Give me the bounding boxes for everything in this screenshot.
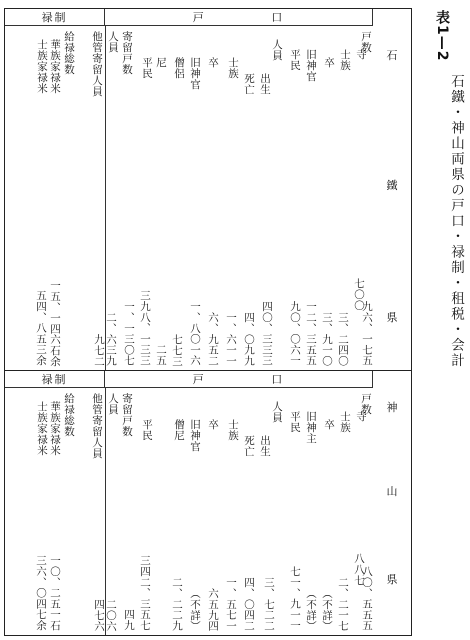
- row-label: 人員: [271, 39, 283, 61]
- value-cell: 三四二、三五七: [139, 555, 151, 631]
- row-label: 卒: [323, 57, 335, 68]
- row-label: 士族: [227, 419, 239, 441]
- value-cell: 二、六三九: [105, 312, 117, 366]
- row-label: 寄留戸数: [121, 31, 133, 75]
- value-cell: 七七三: [171, 333, 183, 366]
- table-frame: [4, 8, 412, 636]
- prefecture-char: 鐵: [386, 179, 398, 192]
- row-label: 平民: [289, 49, 301, 71]
- row-label: 出生: [259, 435, 271, 457]
- prefecture-char: 山: [386, 485, 398, 498]
- value-cell: （不詳）: [321, 587, 333, 631]
- value-cell: 九〇、〇六一: [289, 301, 301, 366]
- kamiyama-panel: [5, 371, 411, 635]
- households-header: 戸 口: [105, 371, 373, 388]
- table-caption: [422, 10, 466, 630]
- row-label: 卒: [207, 419, 219, 430]
- prefecture-column: [373, 9, 411, 370]
- stipend-label: 士族家禄米: [36, 39, 48, 94]
- prefecture-column: [373, 371, 411, 635]
- value-cell: 八八七: [353, 552, 365, 585]
- value-cell: 六五九四: [207, 587, 219, 631]
- stipend-label: 給禄総数: [63, 31, 75, 75]
- value-cell: 四、〇九九: [243, 312, 255, 366]
- row-label: 士族: [339, 411, 351, 433]
- ishizuchi-panel: [5, 9, 411, 371]
- value-cell: 三、七二二: [263, 577, 275, 631]
- value-cell: 一、八〇一六: [189, 301, 201, 366]
- row-label: 士族: [227, 57, 239, 79]
- value-cell: 二五: [155, 344, 167, 366]
- value-cell: 一、五七一: [225, 577, 237, 631]
- stipend-header: 禄制: [5, 371, 105, 388]
- value-cell: 一〇、二五一石: [49, 555, 61, 631]
- value-cell: 四七六: [93, 598, 105, 631]
- value-cell: 二〇六: [105, 598, 117, 631]
- value-cell: 三九八、一三三: [139, 290, 151, 366]
- stipend-header: 禄制: [5, 9, 105, 26]
- row-label: 旧神官: [189, 419, 201, 452]
- row-label: 寄留戸数: [121, 393, 133, 437]
- value-cell: 一二、三五五: [305, 301, 317, 366]
- table-number: 表1—2: [434, 10, 450, 62]
- stipend-label: 華族家禄米: [49, 39, 61, 94]
- row-label: 寺: [355, 411, 367, 422]
- value-cell: 一、六一一: [225, 312, 237, 366]
- stipend-label: 士族家禄米: [36, 401, 48, 456]
- stipend-label: 給禄総数: [63, 393, 75, 437]
- stipend-label: 華族家禄米: [49, 401, 61, 456]
- value-cell: 九六、一七五: [361, 301, 373, 366]
- value-cell: 一、一三〇七: [123, 301, 135, 366]
- value-cell: 六、九五二: [207, 312, 219, 366]
- row-label: 戸数: [360, 31, 372, 53]
- row-label: 旧神主: [305, 411, 317, 444]
- value-cell: 三六、〇四七余: [35, 555, 47, 631]
- row-label: 旧神官: [189, 57, 201, 90]
- value-cell: 四、〇四二: [243, 577, 255, 631]
- row-label: 尼: [155, 57, 167, 68]
- value-cell: 三、二四〇: [337, 312, 349, 366]
- row-label: 人員: [271, 401, 283, 423]
- value-cell: 二、二一七: [337, 577, 349, 631]
- value-cell: 八〇、五五五: [361, 566, 373, 631]
- row-label: 卒: [207, 57, 219, 68]
- row-label: 人員: [107, 393, 119, 415]
- value-cell: 七〇〇: [353, 277, 365, 310]
- row-label: 死亡: [243, 73, 255, 95]
- row-label: 他管寄留人員: [91, 393, 103, 459]
- row-label: 平民: [289, 411, 301, 433]
- row-label: 卒: [323, 419, 335, 430]
- row-label: 平民: [141, 419, 153, 441]
- value-cell: （不詳）: [189, 587, 201, 631]
- row-label: 僧尼: [173, 419, 185, 441]
- prefecture-char: 石: [386, 49, 398, 62]
- value-cell: 七一、九一一: [289, 566, 301, 631]
- row-label: 他管寄留人員: [91, 31, 103, 97]
- prefecture-char: 県: [386, 573, 398, 586]
- prefecture-char: 県: [386, 311, 398, 324]
- prefecture-char: 神: [386, 401, 398, 414]
- row-label: 士族: [339, 49, 351, 71]
- value-cell: 四〇、三三三: [261, 301, 273, 366]
- value-cell: 三、九一〇: [321, 312, 333, 366]
- row-label: 人員: [107, 31, 119, 53]
- households-header: 戸 口: [105, 9, 373, 26]
- value-cell: 五四、八五三余: [35, 290, 47, 366]
- row-label: 出生: [259, 73, 271, 95]
- row-label: 旧神官: [305, 49, 317, 82]
- value-cell: 一五、一四六石余: [49, 279, 61, 366]
- table-title: 石鐵・神山両県の戸口・禄制・租税・会計: [448, 74, 464, 369]
- row-label: 僧侶: [173, 57, 185, 79]
- value-cell: 二、二二九: [171, 577, 183, 631]
- row-label: 寺: [355, 49, 367, 60]
- row-label: 死亡: [243, 435, 255, 457]
- row-label: 平民: [141, 57, 153, 79]
- value-cell: 四九: [123, 609, 135, 631]
- value-cell: 九七二: [93, 333, 105, 366]
- value-cell: （不詳）: [305, 587, 317, 631]
- row-label: 戸数: [360, 393, 372, 415]
